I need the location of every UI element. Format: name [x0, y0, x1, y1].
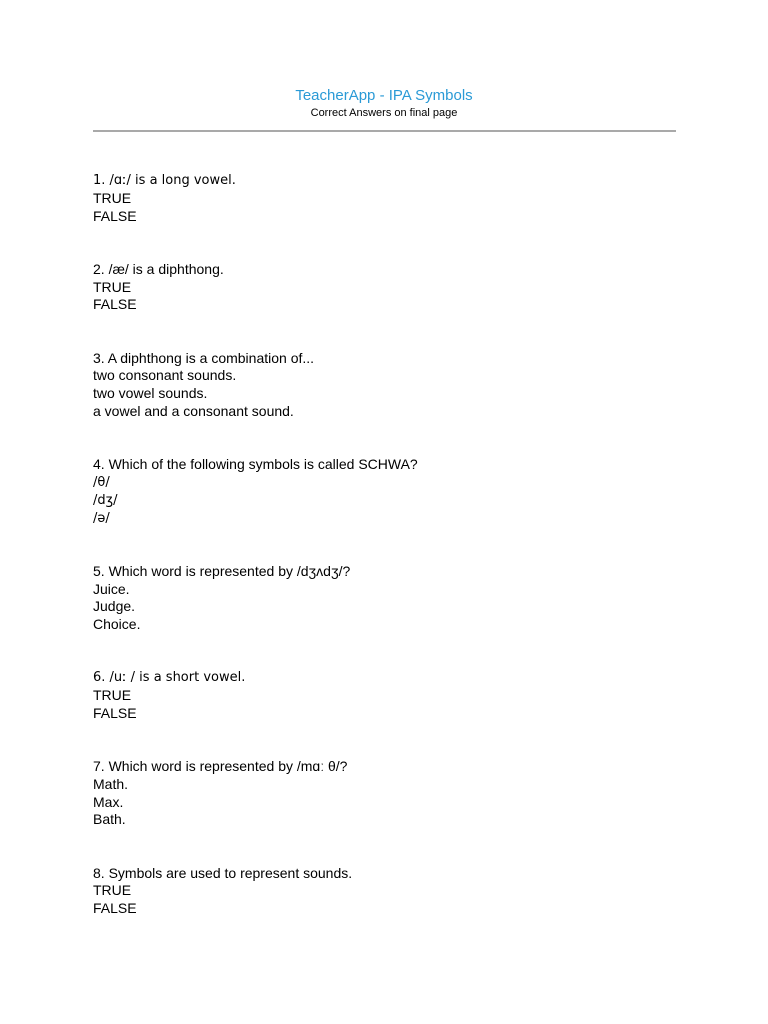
question-text: 5. Which word is represented by /dʒʌdʒ/? [93, 562, 351, 579]
answer-option: Choice. [93, 616, 141, 633]
answer-option: TRUE [93, 687, 132, 704]
answer-option: FALSE [93, 704, 137, 721]
answer-option: two vowel sounds. [93, 385, 208, 402]
question-text: 3. A diphthong is a combination of... [93, 349, 315, 366]
question-8 [93, 865, 693, 918]
question-7 [93, 758, 693, 829]
answer-option: Juice. [93, 580, 130, 597]
answer-option: Math. [93, 775, 129, 792]
answer-option: Bath. [93, 811, 126, 828]
question-list [93, 172, 693, 953]
answer-option: /ə/ [93, 510, 110, 526]
answer-option: TRUE [93, 882, 132, 899]
answer-option: FALSE [93, 296, 137, 313]
answer-option: FALSE [93, 207, 137, 224]
question-6 [93, 669, 693, 722]
question-text: 6. /uː / is a short vowel. [93, 670, 246, 686]
answer-option: /θ/ [93, 474, 110, 490]
question-text: 2. /æ/ is a diphthong. [93, 260, 224, 277]
answer-option: FALSE [93, 900, 137, 917]
question-5 [93, 563, 693, 634]
question-4 [93, 456, 693, 527]
answer-option: a vowel and a consonant sound. [93, 402, 294, 419]
question-3 [93, 350, 693, 421]
question-text: 7. Which word is represented by /mɑː θ/? [93, 758, 348, 775]
answer-option: Judge. [93, 598, 136, 615]
document-title: TeacherApp - IPA Symbols [295, 87, 473, 104]
question-1 [93, 172, 693, 225]
answer-option: TRUE [93, 278, 132, 295]
question-text: 1. /ɑː/ is a long vowel. [93, 173, 236, 188]
question-text: 8. Symbols are used to represent sounds. [93, 864, 353, 881]
question-2 [93, 261, 693, 314]
question-text: 4. Which of the following symbols is called SCHWA? [93, 456, 418, 473]
header-divider [93, 130, 676, 132]
answer-option: TRUE [93, 189, 132, 206]
document-header [0, 86, 768, 120]
document-subtitle: Correct Answers on final page [310, 107, 458, 119]
answer-option: two consonant sounds. [93, 367, 237, 384]
answer-option: /dʒ/ [93, 492, 118, 508]
answer-option: Max. [93, 793, 124, 810]
